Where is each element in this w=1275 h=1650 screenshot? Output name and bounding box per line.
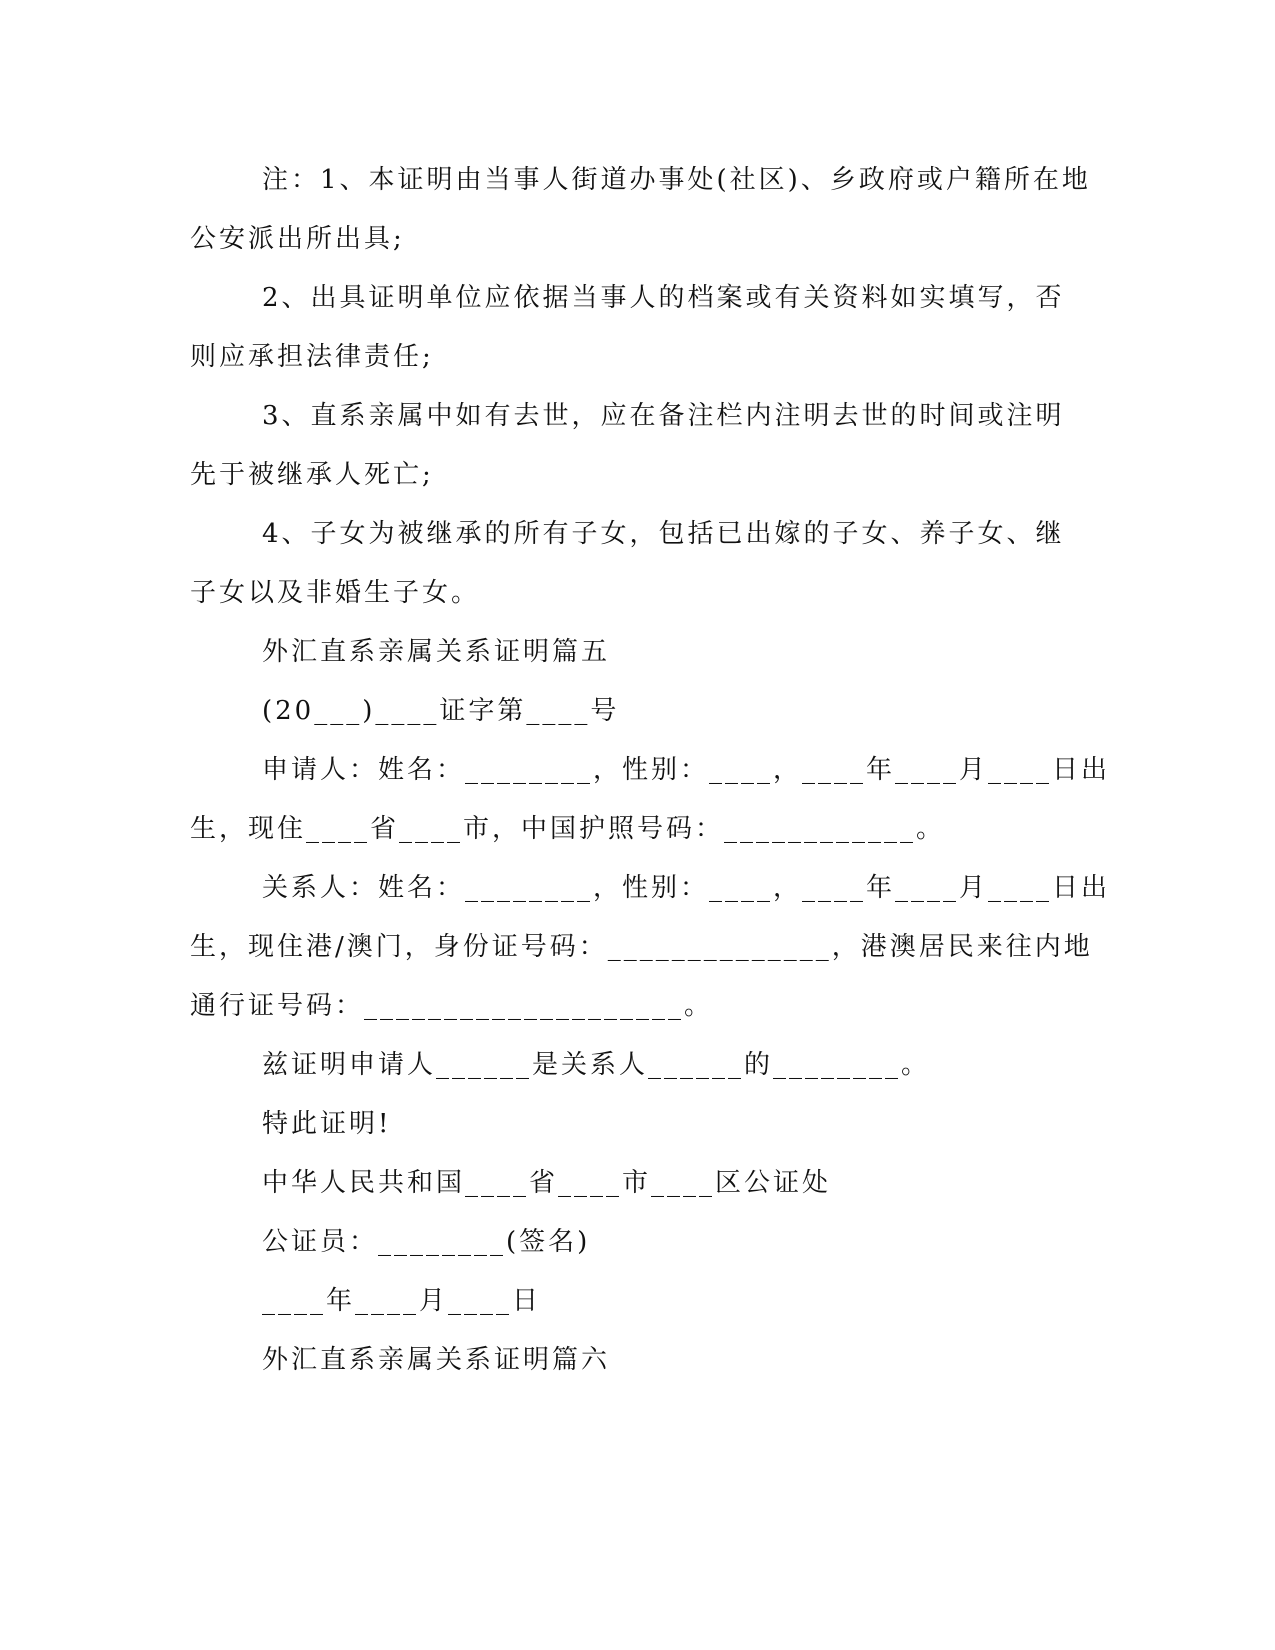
relative-line-1: 关系人：姓名：________，性别：____，____年____月____日出 [262,873,1111,903]
notary-office: 中华人民共和国____省____市____区公证处 [262,1168,832,1198]
note-1-line-1: 注：1、本证明由当事人街道办事处(社区)、乡政府或户籍所在地 [262,165,1091,195]
section-6-heading: 外汇直系亲属关系证明篇六 [262,1345,611,1375]
note-1-line-2: 公安派出所出具; [190,224,405,254]
date-line: ____年____月____日 [262,1286,542,1316]
section-5-heading: 外汇直系亲属关系证明篇五 [262,637,611,667]
note-4-line-2: 子女以及非婚生子女。 [190,578,481,608]
closing-statement: 特此证明! [262,1109,392,1139]
note-2-line-2: 则应承担法律责任; [190,342,434,372]
applicant-line-1: 申请人：姓名：________，性别：____，____年____月____日出 [262,755,1111,785]
note-4-line-1: 4、子女为被继承的所有子女，包括已出嫁的子女、养子女、继 [262,519,1065,549]
relative-line-2: 生，现住港/澳门，身份证号码：______________，港澳居民来往内地 [190,932,1093,962]
note-3-line-1: 3、直系亲属中如有去世，应在备注栏内注明去世的时间或注明 [262,401,1065,431]
applicant-line-2: 生，现住____省____市，中国护照号码：____________。 [190,814,946,844]
document-number: (20___)____证字第____号 [262,696,620,726]
certify-statement: 兹证明申请人______是关系人______的________。 [262,1050,931,1080]
relative-line-3: 通行证号码：____________________。 [190,991,714,1021]
notary-signature: 公证员：________(签名) [262,1227,591,1257]
note-2-line-1: 2、出具证明单位应依据当事人的档案或有关资料如实填写，否 [262,283,1065,313]
note-3-line-2: 先于被继承人死亡; [190,460,434,490]
